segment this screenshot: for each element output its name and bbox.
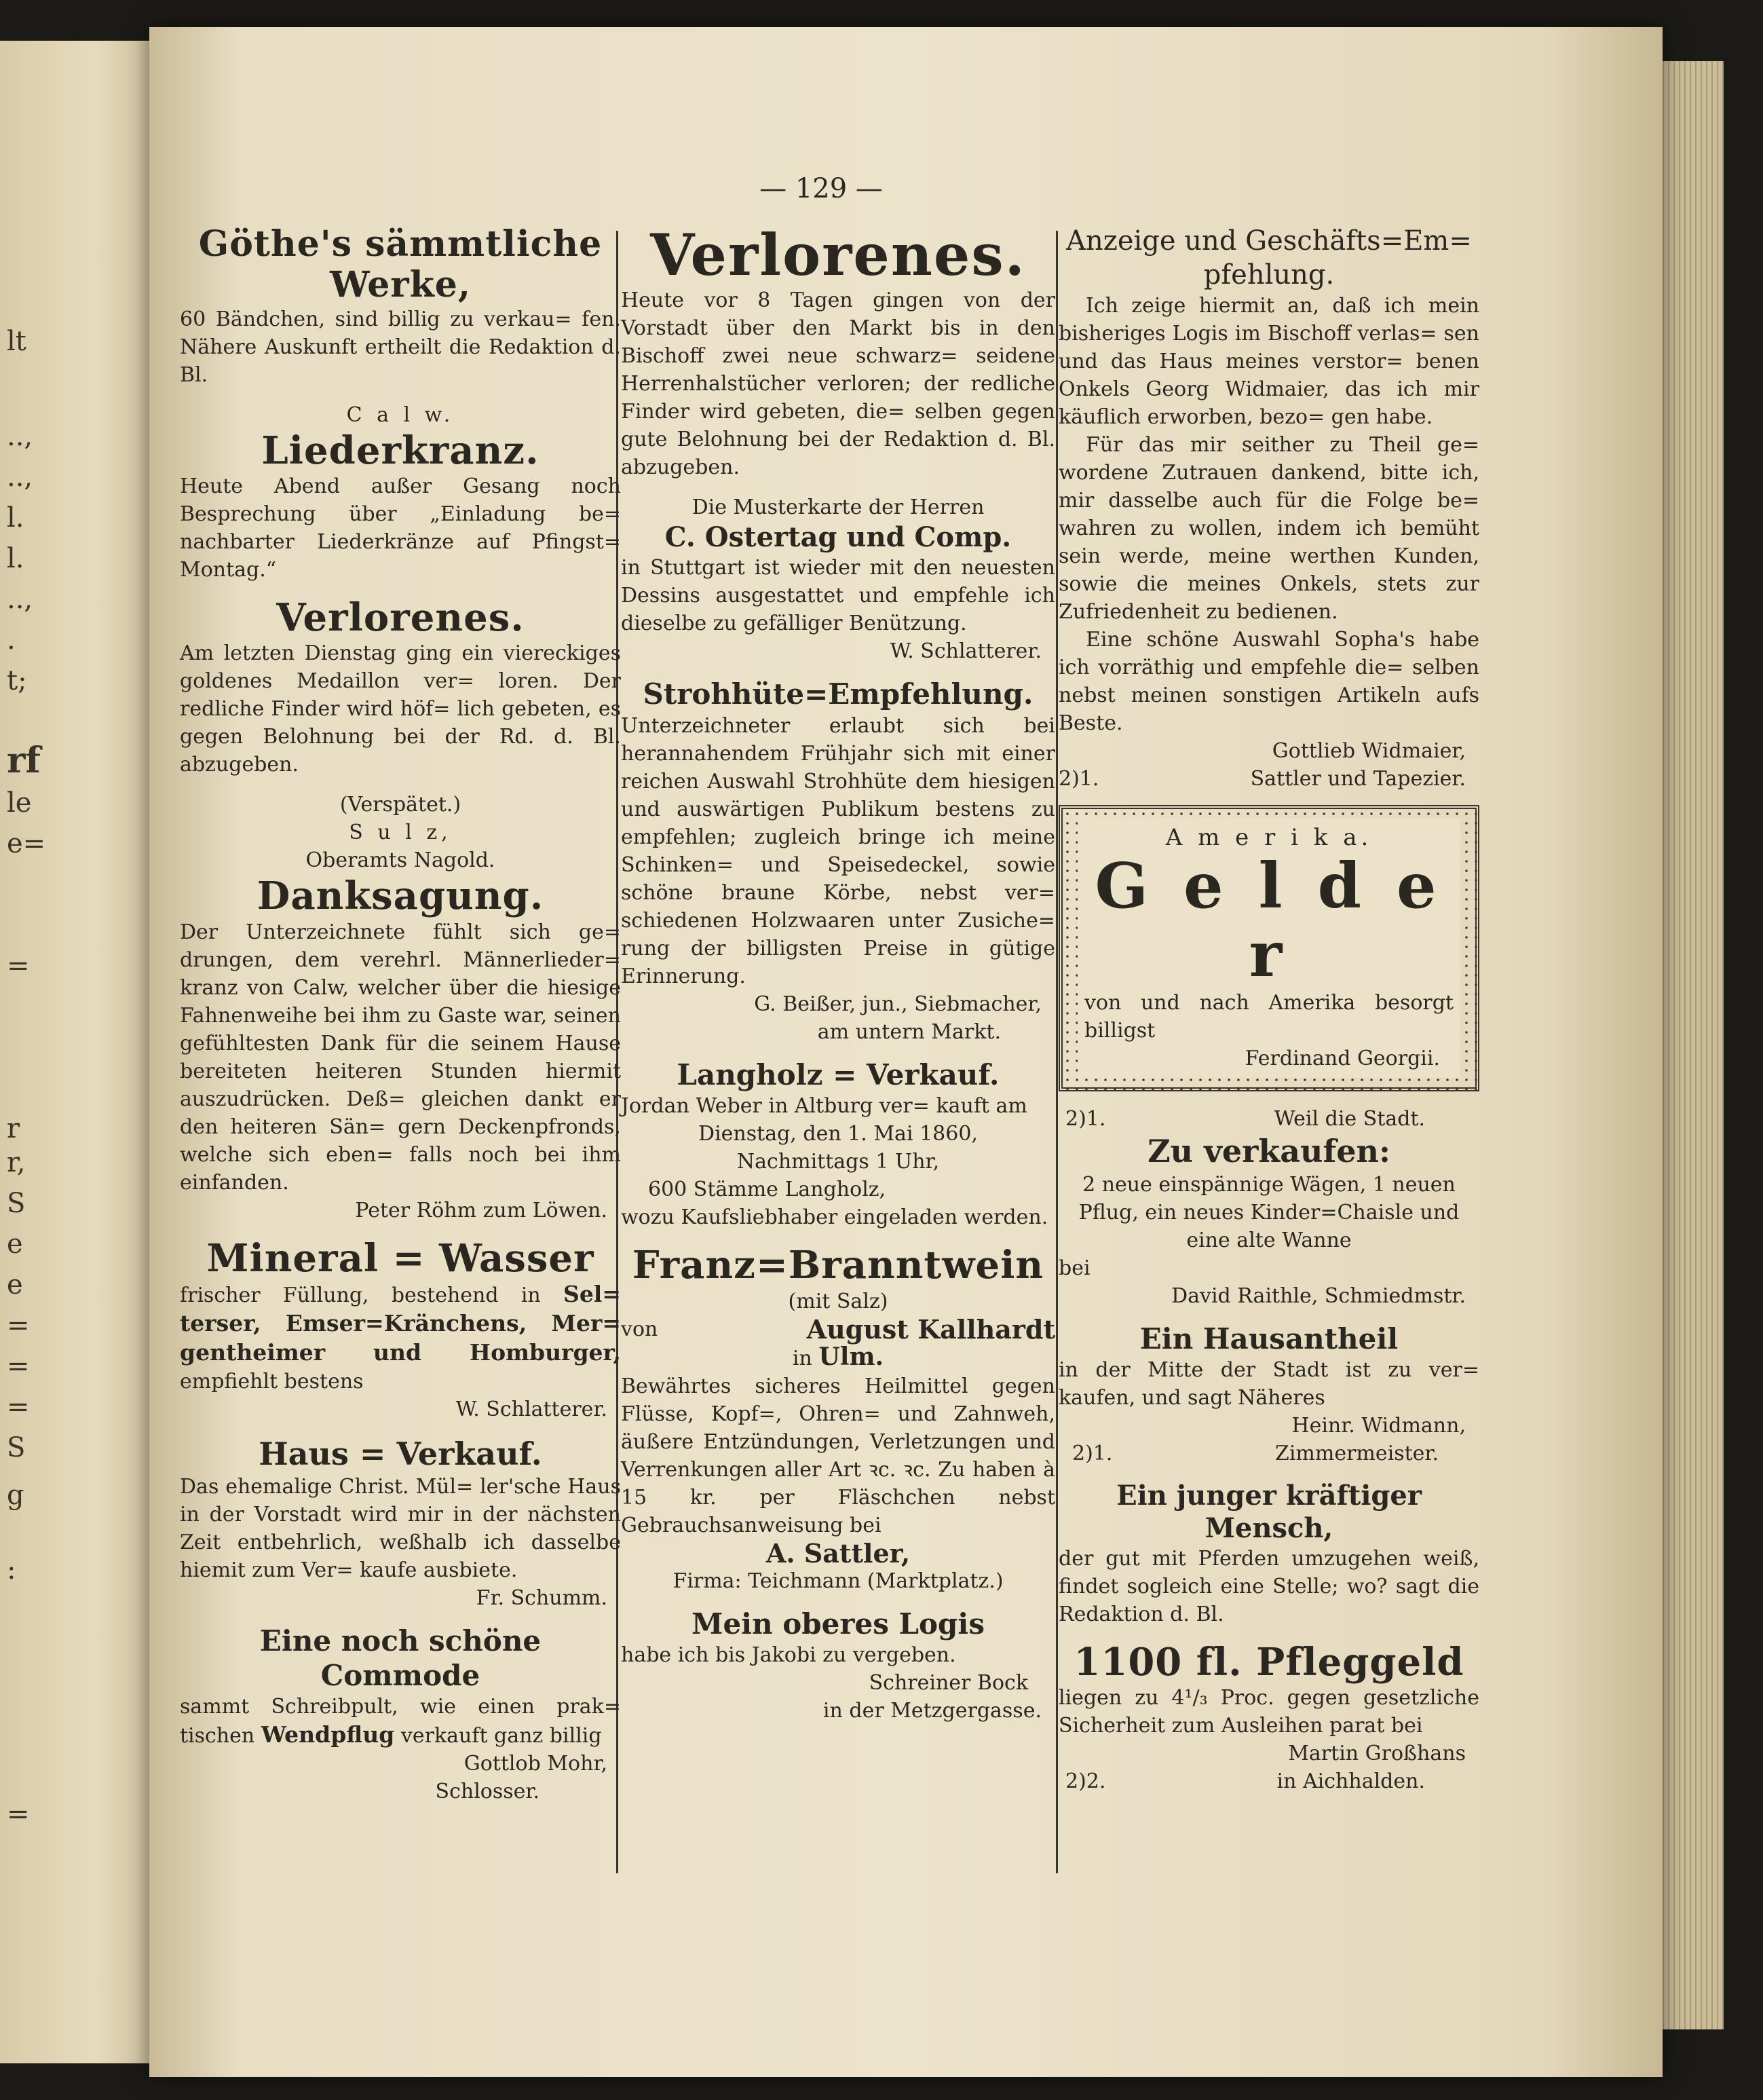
left-page-fragment: le: [7, 787, 32, 819]
ad-branntwein: [621, 1243, 1055, 1594]
left-page-fragment: r,: [7, 1147, 26, 1178]
ad-text: in: [792, 1346, 812, 1370]
place-heading: Weil die Stadt.: [1274, 1107, 1425, 1131]
left-page-fragment: ..,: [7, 421, 33, 452]
ad-subtitle: (mit Salz): [788, 1289, 888, 1313]
place-heading: S u l z,: [349, 821, 452, 845]
ad-text: 60 Bändchen, sind billig zu verkau= fen. Nähere Auskunft ertheilt die Redaktion d. Bl.: [180, 307, 621, 387]
ad-intro: A m e r i k a.: [1165, 824, 1373, 851]
left-page-fragment: rf: [7, 740, 41, 781]
ad-text: Bewährtes sicheres Heilmittel gegen Flüsse, Kopf=, Ohren= und Zahnweh, äußere Entzündungen, Verletzungen und Verrenkungen aller Art ꝛc. ꝛc. Zu haben à 15 kr. per Fläschchen nebst Gebrauchsanweisung bei: [621, 1374, 1055, 1537]
left-page-fragment: S: [7, 1188, 26, 1219]
left-page-fragment: =: [7, 1310, 30, 1341]
ad-text: liegen zu 4¹/₃ Proc. gegen gesetzliche Sicherheit zum Ausleihen parat bei: [1059, 1686, 1479, 1738]
left-page-fragment: l.: [7, 543, 24, 574]
ad-number: 2)1.: [1059, 767, 1099, 791]
ad-mineralwasser: [180, 1237, 621, 1423]
note-late: (Verspätet.): [339, 793, 461, 817]
ad-danksagung: [180, 874, 621, 1224]
ad-text: Heute vor 8 Tagen gingen von der Vorstadt über den Markt bis in den Bischoff zwei neue schwarz= seidene Herrenhalstücher verloren; der redliche Finder wird gebeten, die= selben gegen gute Belohnung bei der Redaktion d. Bl. abzugeben.: [621, 288, 1055, 480]
ad-title: G e l d e r: [1095, 849, 1443, 992]
ad-hausverkauf: [180, 1436, 621, 1612]
ad-title: 1100 fl. Pfleggeld: [1074, 1639, 1464, 1685]
ad-number: 2)2.: [1065, 1769, 1106, 1794]
ad-anzeige: [1059, 224, 1479, 793]
ad-title: Haus = Verkauf.: [259, 1436, 542, 1473]
left-page-fragment: =: [7, 1391, 30, 1423]
ad-text: Unterzeichneter erlaubt sich bei herannahendem Frühjahr sich mit einer reichen Auswahl Strohhüte dem hiesigen und auswärtigen Publikum bestens zu empfehlen; zugleich bringe ich meine Schinken= und Speisedeckel, sowie schöne braune Körbe, nebst ver= schiedenen Holzwaaren unter Zusiche= rung der billigsten Preise in gütige Erinnerung.: [621, 713, 1055, 988]
ad-text: wozu Kaufsliebhaber eingeladen werden.: [621, 1205, 1048, 1230]
ad-text: Jordan Weber in Altburg ver= kauft am: [621, 1094, 1027, 1119]
ad-text: Eine schöne Auswahl Sopha's habe ich vorräthig und empfehle die= selben nebst meinen sonstigen Artikeln aufs Beste.: [1059, 628, 1479, 735]
ad-title: Franz=Branntwein: [632, 1243, 1044, 1288]
ad-text: Ich zeige hiermit an, daß ich mein bisheriges Logis im Bischoff verlas= sen und das Haus meines verstor= benen Onkels Georg Widmaier, das ich mir käuflich erworben, bezo= gen habe.: [1059, 294, 1479, 429]
ad-text: Der Unterzeichnete fühlt sich ge= drungen, dem verehrl. Männerlieder= kranz von Calw, welcher über die hiesige Fahnenweihe bei ihm zu Gaste war, seinen gefühltesten Dank für die seinem Hause bereiteten heiteren Stunden hiermit auszudrücken. Deß= gleichen dankt er den heiteren Sän= gern Deckenpfronds, welche sich eben= falls noch bei ihm einfanden.: [180, 920, 621, 1195]
column-1: [180, 224, 621, 1818]
ad-title: Strohhüte=Empfehlung.: [643, 677, 1034, 711]
ad-signature: G. Beißer, jun., Siebmacher,: [754, 992, 1042, 1016]
ad-musterkarte: [621, 493, 1055, 665]
ad-amerika-boxed: [1059, 805, 1479, 1091]
ad-time: Nachmittags 1 Uhr,: [736, 1150, 940, 1174]
left-page-fragment: ..,: [7, 584, 33, 615]
ad-title: Eine noch schöne Commode: [259, 1624, 542, 1692]
ad-intro: Die Musterkarte der Herren: [691, 495, 985, 520]
ad-signature: Peter Röhm zum Löwen.: [355, 1198, 607, 1222]
ad-signature: Sattler und Tapezier.: [1250, 767, 1466, 791]
ad-signature: am untern Markt.: [817, 1019, 1001, 1044]
ad-title: Mein oberes Logis: [691, 1607, 985, 1640]
ad-text: habe ich bis Jakobi zu vergeben.: [621, 1643, 956, 1667]
ad-verlorenes: [180, 596, 621, 779]
ad-goethe: [180, 224, 621, 389]
ad-text-bold: Sel= terser, Emser=Kränchens, Mer= gentheimer und Homburger,: [180, 1281, 621, 1366]
ad-title: C. Ostertag und Comp.: [664, 521, 1012, 554]
left-page-fragment: =: [7, 950, 30, 981]
ad-signature: Zimmermeister.: [1274, 1441, 1439, 1465]
ad-signature: in Aichhalden.: [1276, 1769, 1425, 1794]
left-page-fragment: l.: [7, 502, 24, 533]
left-facing-page: [0, 41, 156, 2063]
ad-text: Für das mir seither zu Theil ge= wordene Zutrauen dankend, bitte ich, mir dasselbe auch für die Folge be= wahren zu wollen, indem ich bemüht sein werde, meine werthen Kunden, sowie die meines Onkels, stets zur Zufriedenheit zu bedienen.: [1059, 433, 1479, 624]
page-number: — 129 —: [759, 173, 883, 204]
ad-signature: W. Schlatterer.: [890, 639, 1042, 664]
ad-number: 2)1.: [1072, 1441, 1113, 1465]
ad-title: Zu verkaufen:: [1148, 1133, 1390, 1170]
place-subheading: Oberamts Nagold.: [305, 848, 495, 873]
left-page-fragment: =: [7, 1799, 30, 1830]
left-page-fragment: r: [7, 1113, 20, 1144]
ad-signature: Martin Großhans: [1288, 1742, 1466, 1766]
left-page-fragment: :: [7, 1554, 16, 1586]
ad-text: von: [621, 1317, 658, 1341]
ad-signature: David Raithle, Schmiedmstr.: [1171, 1283, 1466, 1308]
ad-number: 2)1.: [1065, 1107, 1106, 1131]
ad-zuverkaufen: [1059, 1133, 1479, 1309]
ad-title: Anzeige und Geschäfts=Em= pfehlung.: [1066, 225, 1472, 290]
ad-hausantheil: [1059, 1322, 1479, 1467]
ad-text: der gut mit Pferden umzugehen weiß, findet sogleich eine Stelle; wo? sagt die Redaktion d. Bl.: [1059, 1546, 1479, 1626]
ad-text: frischer Füllung, bestehend in: [180, 1283, 541, 1308]
column-2: [621, 221, 1055, 1737]
ad-langholz: [621, 1058, 1055, 1231]
left-page-fragment: .: [7, 624, 16, 656]
left-page-fragment: S: [7, 1432, 26, 1463]
left-page-fragment: ..,: [7, 462, 33, 493]
place-line: [1059, 1105, 1479, 1133]
left-page-fragment: e=: [7, 828, 46, 859]
ad-text: Am letzten Dienstag ging ein viereckiges goldenes Medaillon ver= loren. Der redliche Finder wird höf= lich gebeten, es gegen Belohnung bei der Rd. d. Bl. abzugeben.: [180, 641, 621, 777]
ad-firma: Firma: Teichmann (Marktplatz.): [672, 1569, 1004, 1593]
ad-verlorenes-2: [621, 221, 1055, 481]
ad-logis: [621, 1607, 1055, 1725]
ad-signature: Ferdinand Georgii.: [1245, 1047, 1440, 1071]
ad-text: in Stuttgart ist wieder mit den neuesten Dessins ausgestattet und empfehle ich dieselbe zu gefälliger Benützung.: [621, 556, 1055, 636]
ad-text: sammt Schreibpult, wie einen prak= tischen: [180, 1695, 621, 1748]
ad-signature: W. Schlatterer.: [455, 1398, 607, 1422]
ad-text: von und nach Amerika besorgt billigst: [1084, 991, 1454, 1043]
left-page-fragment: e: [7, 1229, 23, 1260]
ad-text: in der Mitte der Stadt ist zu ver= kaufen, und sagt Näheres: [1059, 1357, 1479, 1410]
ad-date: Dienstag, den 1. Mai 1860,: [698, 1122, 978, 1146]
ad-strohhuete: [621, 677, 1055, 1045]
ad-signature: Heinr. Widmann,: [1291, 1413, 1466, 1438]
left-page-fragment: =: [7, 1351, 30, 1382]
ad-title: Göthe's sämmtliche Werke,: [198, 223, 603, 305]
ad-title: Verlorenes.: [276, 595, 525, 640]
ad-title: Ein junger kräftiger Mensch,: [1116, 1479, 1422, 1544]
left-page-fragment: lt: [7, 326, 26, 357]
left-page-fragment: e: [7, 1269, 23, 1300]
ad-title: Mineral = Wasser: [206, 1235, 594, 1281]
ad-signature: Schlosser.: [435, 1780, 539, 1804]
ad-title: Langholz = Verkauf.: [677, 1057, 1000, 1091]
ad-signature: in der Metzgergasse.: [822, 1698, 1042, 1723]
ad-city: Ulm.: [818, 1342, 884, 1371]
ad-text: bei: [1059, 1256, 1091, 1280]
ad-text: verkauft ganz billig: [400, 1724, 602, 1748]
ad-title: Liederkranz.: [261, 428, 539, 473]
column-rule: [1056, 231, 1058, 1873]
place-heading: C a l w.: [346, 402, 455, 427]
ad-signature: Schreiner Bock: [869, 1670, 1028, 1695]
ad-commode: [180, 1624, 621, 1805]
ad-text: Heute Abend außer Gesang noch Besprechung über „Einladung be= nachbarter Liederkränze auf Pfingst= Montag.“: [180, 474, 621, 582]
ad-junger-mensch: [1059, 1480, 1479, 1628]
ad-title: Verlorenes.: [650, 221, 1026, 288]
ad-text: 2 neue einspännige Wägen, 1 neuen Pflug, ein neues Kinder=Chaisle und eine alte Wanne: [1078, 1172, 1460, 1252]
ad-signature: Fr. Schumm.: [476, 1586, 607, 1611]
ad-signature: Gottlieb Widmaier,: [1272, 739, 1466, 763]
column-3: [1059, 224, 1479, 1807]
ad-title: Ein Hausantheil: [1139, 1321, 1399, 1355]
left-page-fragment: g: [7, 1480, 24, 1511]
ad-text: Das ehemalige Christ. Mül= ler'sche Haus in der Vorstadt wird mir in der nächsten Zeit entbehrlich, weßhalb ich dasselbe hiemit zum Ver= kaufe ausbiete.: [180, 1475, 621, 1583]
ad-signature: Gottlob Mohr,: [463, 1752, 607, 1776]
ad-agent: A. Sattler,: [765, 1537, 911, 1569]
ad-maker: August Kallhardt: [806, 1313, 1055, 1345]
ad-title: Danksagung.: [257, 874, 544, 919]
ad-liederkranz: [180, 429, 621, 584]
ad-text-bold: Wendpflug: [261, 1721, 395, 1748]
ad-text: empfiehlt bestens: [180, 1370, 364, 1394]
ad-quantity: 600 Stämme Langholz,: [648, 1178, 886, 1202]
ad-pfleggeld: [1059, 1640, 1479, 1795]
left-page-fragment: t;: [7, 665, 27, 696]
